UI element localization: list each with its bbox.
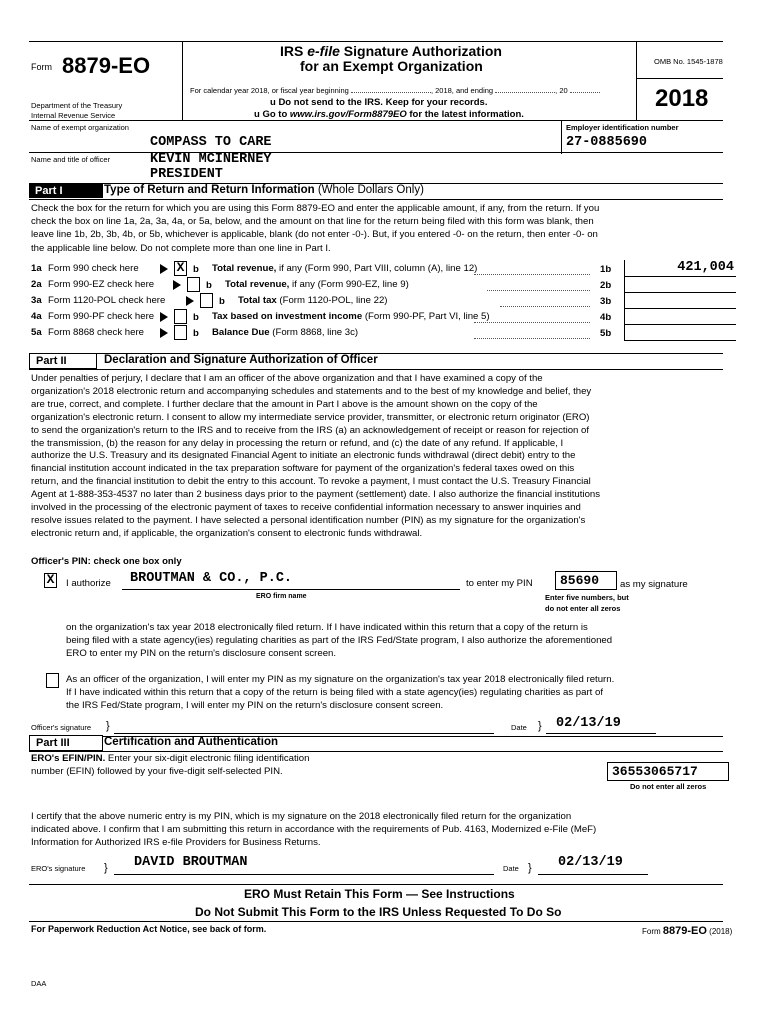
ero-date-line: [538, 874, 648, 875]
amount-divider: [624, 260, 625, 276]
form-title-line1: [280, 43, 502, 59]
footer-form-prefix: Form: [642, 927, 661, 936]
goto-url[interactable]: www.irs.gov/Form8879EO: [289, 109, 407, 120]
line-desc-rest: if any (Form 990, Part VIII, column (A), line 12): [276, 263, 478, 274]
line-checkbox[interactable]: X: [174, 261, 187, 276]
line-desc-rest: (Form 8868, line 3c): [269, 327, 359, 338]
efin-bold: ERO's EFIN/PIN.: [31, 753, 106, 764]
efin-text1: [31, 753, 309, 764]
ero-firm-label: ERO firm name: [256, 593, 307, 600]
declaration-line: financial institution account indicated in the tax preparation software for payment of the organization's federal taxes owed on this: [31, 463, 575, 475]
part1-label: Part I: [29, 184, 103, 198]
part1-intro-line: check the box on line 1a, 2a, 3a, 4a, or 5a, below, and the amount on that line for the return being filed with this form was blank, then: [31, 216, 594, 228]
line-form-label: Form 1120-POL check here: [48, 295, 166, 306]
do-not-submit: Do Not Submit This Form to the IRS Unless Requested To Do So: [195, 905, 562, 919]
declaration-line: Agent at 1-888-353-4537 no later than 2 business days prior to the payment (settlement) date. I also authorize the financial institutions: [31, 489, 601, 501]
ero-firm-name[interactable]: BROUTMAN & CO., P.C.: [130, 571, 293, 586]
declaration-line: organization's electronic return. I consent to allow my intermediate service provider, transmitter, or electronic return originator (ERO): [31, 411, 590, 423]
declaration-line: are true, correct, and complete. I further declare that the amount in Part I above is the amount shown on the copy of the: [31, 398, 538, 410]
fiscal-begin-blank: [351, 92, 431, 93]
part1-intro-line: the applicable line below. Do not complete more than one line in Part I.: [31, 242, 331, 254]
leader-dots: [474, 274, 590, 275]
part2-title: Declaration and Signature Authorization of Officer: [104, 354, 378, 366]
paperwork-notice: For Paperwork Reduction Act Notice, see back of form.: [31, 924, 267, 934]
line-form-label: Form 990-PF check here: [48, 311, 155, 322]
line-ref: 3b: [600, 296, 612, 307]
authorize-label: I authorize: [66, 578, 111, 589]
efin-not-zeros: Do not enter all zeros: [630, 782, 707, 791]
certify-line: I certify that the above numeric entry is my PIN, which is my signature on the 2018 electronically filed return for the organization: [31, 811, 572, 822]
declaration-line: organization's 2018 electronic return and accompanying schedules and statements and to the best of my knowledge and belief, they: [31, 385, 592, 397]
officer-text-line: the IRS Fed/State program, I will enter my PIN on the return's disclosure consent screen.: [66, 700, 444, 712]
do-not-send: u Do not send to the IRS. Keep for your records.: [270, 97, 488, 108]
goto-pre: u Go to: [254, 109, 290, 120]
line-checkbox[interactable]: [187, 277, 200, 292]
authorize-text: [66, 621, 612, 661]
part3-label: Part III: [29, 735, 103, 751]
tax-year: 2018: [655, 85, 709, 112]
calendar-b: , 2018, and ending: [430, 86, 494, 95]
ero-date-brace: }: [528, 862, 532, 874]
line-description: [225, 279, 409, 290]
header-divider-left: [182, 41, 183, 120]
line-b-label: b: [206, 280, 212, 291]
officer-title[interactable]: PRESIDENT: [150, 167, 223, 182]
officer-sig-line[interactable]: [114, 733, 494, 734]
header-divider-right: [636, 41, 637, 120]
line-b-label: b: [193, 328, 199, 339]
declaration-line: to send the organization's return to the IRS and to receive from the IRS (a) an acknowledgement of receipt or reason for rejection of: [31, 424, 590, 436]
officer-text-line: If I have indicated within this return that a copy of the return is being filed with a state agency(ies) regulating charities as part of: [66, 687, 604, 699]
line-b-label: b: [219, 296, 225, 307]
org-rule: [29, 152, 723, 153]
part1-intro: [31, 202, 599, 255]
arrow-icon: [160, 264, 168, 274]
efin-text2: number (EFIN) followed by your five-digit self-selected PIN.: [31, 766, 283, 777]
amount-divider: [624, 276, 625, 292]
line-ref: 5b: [600, 328, 612, 339]
title-post: Signature Authorization: [339, 43, 502, 59]
line-form-label: Form 990 check here: [48, 263, 139, 274]
title-efile: e-file: [307, 43, 340, 59]
enter-five-numbers: Enter five numbers, but: [545, 593, 629, 602]
part1-intro-line: Check the box for the return for which you are using this Form 8879-EO and enter the applicable amount, if any, from the return. If you: [31, 203, 600, 214]
pin-heading: Officer's PIN: check one box only: [31, 556, 182, 567]
org-name[interactable]: COMPASS TO CARE: [150, 135, 272, 150]
omb-number: OMB No. 1545-1878: [654, 57, 723, 66]
dept-line1: Department of the Treasury: [31, 101, 123, 110]
line-number: 4a: [31, 311, 42, 322]
amount-divider: [624, 324, 625, 340]
arrow-icon: [186, 296, 194, 306]
omb-rule: [636, 78, 723, 79]
line-ref: 1b: [600, 264, 612, 275]
officer-label: Name and title of officer: [31, 155, 111, 164]
declaration-line: authorize the U.S. Treasury and its designated Financial Agent to initiate an electronic funds withdrawal (direct debit) entry to the: [31, 450, 576, 462]
form-title-line2: for an Exempt Organization: [300, 58, 483, 74]
footer-top-rule: [29, 884, 723, 885]
calendar-a: For calendar year 2018, or fiscal year beginning: [190, 86, 349, 95]
line-description: [212, 311, 490, 322]
line-form-label: Form 8868 check here: [48, 327, 144, 338]
officer-pin[interactable]: 85690: [555, 571, 617, 590]
line-number: 1a: [31, 263, 42, 274]
ero-sig-line: [114, 874, 494, 875]
org-name-label: Name of exempt organization: [31, 123, 129, 132]
as-my-signature: as my signature: [620, 579, 688, 590]
amount-underline: [624, 340, 736, 341]
officer-date-line: [546, 733, 656, 734]
certify-line: indicated above. I confirm that I am submitting this return in accordance with the requirements of Pub. 4163, Modernized e-File (MeF): [31, 824, 597, 836]
form-prefix: Form: [31, 62, 52, 72]
ero-sig-label: ERO's signature: [31, 864, 86, 873]
line-number: 5a: [31, 327, 42, 338]
part1-intro-line: leave line 1b, 2b, 3b, 4b, or 5b, whichever is applicable, blank (do not enter -0-). But, if you entered -0- on the return, then enter -0- on: [31, 229, 598, 241]
part1-title-suffix: (Whole Dollars Only): [314, 184, 424, 196]
header-bottom-rule: [29, 120, 723, 121]
amount-divider: [624, 308, 625, 324]
authorize-text-line: being filed with a state agency(ies) regulating charities as part of the IRS Fed/State program, I also authorize the aforementioned: [66, 635, 613, 647]
line-ref: 2b: [600, 280, 612, 291]
line-b-label: b: [193, 264, 199, 275]
leader-dots: [474, 322, 590, 323]
line-desc-rest: if any (Form 990-EZ, line 9): [289, 279, 409, 290]
line-number: 2a: [31, 279, 42, 290]
line-ref: 4b: [600, 312, 612, 323]
title-pre: IRS: [280, 43, 308, 59]
footer-form-ref: [642, 925, 732, 937]
part1-title-text: Type of Return and Return Information: [104, 184, 315, 196]
declaration-line: electronic return and, if applicable, the organization's consent to electronic funds withdrawal.: [31, 527, 423, 539]
officer-sig-brace: }: [106, 720, 110, 732]
do-not-enter-zeros: do not enter all zeros: [545, 604, 621, 613]
line-desc-bold: Total revenue,: [225, 279, 290, 290]
declaration-line: the transmission, (b) the reason for any delay in processing the return or refund, and (c) the date of any refund. If applicable, I: [31, 437, 564, 449]
arrow-icon: [160, 328, 168, 338]
fiscal-end-blank: [495, 92, 555, 93]
ero-date[interactable]: 02/13/19: [558, 855, 623, 870]
line-desc-rest: (Form 990-PF, Part VI, line 5): [362, 311, 490, 322]
amount-underline: [624, 308, 736, 309]
line-desc-bold: Balance Due: [212, 327, 270, 338]
declaration-line: return, and the financial institution to debit the entry to this account. To revoke a payment, I must contact the U.S. Treasury Financial: [31, 476, 591, 488]
officer-text-line: As an officer of the organization, I will enter my PIN as my signature on the organization's tax year 2018 electronically filed return.: [66, 674, 615, 685]
ein-label: Employer identification number: [566, 123, 679, 132]
footer-rule: [29, 921, 723, 922]
ero-efin-pin[interactable]: 36553065717: [607, 762, 729, 781]
efin-text1-rest: Enter your six-digit electronic filing identification: [105, 753, 310, 764]
part3-title: Certification and Authentication: [104, 736, 278, 748]
to-enter-pin: to enter my PIN: [466, 578, 533, 589]
goto-post: for the latest information.: [406, 109, 524, 120]
arrow-icon: [173, 280, 181, 290]
daa-mark: DAA: [31, 979, 47, 988]
leader-dots: [474, 338, 590, 339]
authorize-ero-checkbox[interactable]: X: [44, 573, 57, 588]
dept-line2: Internal Revenue Service: [31, 111, 116, 120]
authorize-text-line: ERO to enter my PIN on the return's disclosure consent screen.: [66, 648, 337, 660]
line-form-label: Form 990-EZ check here: [48, 279, 155, 290]
footer-form-number: 8879-EO: [662, 925, 707, 937]
declaration-line: Under penalties of perjury, I declare that I am an officer of the above organization and that I have examined a copy of the: [31, 373, 543, 384]
certify-text: [31, 810, 596, 850]
ero-signature[interactable]: DAVID BROUTMAN: [134, 855, 248, 870]
line-amount[interactable]: 421,004: [677, 260, 734, 275]
part1-title: [104, 184, 424, 196]
authorize-text-line: on the organization's tax year 2018 electronically filed return. If I have indicated within this return that a copy of the return is: [66, 622, 588, 633]
leader-dots: [500, 306, 590, 307]
line-description: [212, 263, 477, 274]
part2-label: Part II: [29, 353, 97, 369]
ero-sig-brace: }: [104, 862, 108, 874]
calendar-c: , 20: [555, 86, 568, 95]
fiscal-year-blank: [570, 92, 600, 93]
amount-underline: [624, 292, 736, 293]
leader-dots: [487, 290, 590, 291]
officer-name[interactable]: KEVIN MCINERNEY: [150, 152, 272, 167]
ero-date-label: Date: [503, 864, 519, 873]
officer-text: [66, 673, 614, 713]
part2-title-rule: [29, 369, 723, 370]
officer-enter-pin-checkbox[interactable]: [46, 673, 59, 688]
certify-line: Information for Authorized IRS e-file Providers for Business Returns.: [31, 837, 321, 849]
amount-underline: [624, 324, 736, 325]
line-desc-rest: (Form 1120-POL, line 22): [276, 295, 388, 306]
declaration-line: involved in the processing of the electronic payment of taxes to receive confidential information necessary to answer inquiries and: [31, 502, 581, 514]
part3-title-rule: [29, 751, 723, 752]
line-b-label: b: [193, 312, 199, 323]
form-number: 8879-EO: [62, 53, 151, 78]
line-number: 3a: [31, 295, 42, 306]
line-description: [238, 295, 387, 306]
line-desc-bold: Total revenue,: [212, 263, 277, 274]
part2-declaration: [31, 373, 600, 541]
officer-date-brace: }: [538, 720, 542, 732]
goto-line: [254, 109, 524, 120]
calendar-year-line: [190, 86, 600, 95]
ein-value[interactable]: 27-0885690: [566, 135, 648, 150]
officer-sig-label: Officer's signature: [31, 723, 92, 732]
ero-firm-underline: [122, 589, 460, 590]
line-desc-bold: Total tax: [238, 295, 277, 306]
arrow-icon: [160, 312, 168, 322]
ein-divider: [561, 120, 562, 154]
part1-title-rule: [29, 199, 723, 200]
line-checkbox[interactable]: [174, 309, 187, 324]
officer-date[interactable]: 02/13/19: [556, 716, 621, 731]
line-desc-bold: Tax based on investment income: [212, 311, 363, 322]
footer-form-year: (2018): [709, 927, 733, 936]
line-checkbox[interactable]: [174, 325, 187, 340]
ero-must-retain: ERO Must Retain This Form — See Instructions: [244, 887, 515, 901]
top-rule: [29, 41, 723, 42]
officer-date-label: Date: [511, 723, 527, 732]
declaration-line: resolve issues related to the payment. I have selected a personal identification number (PIN) as my signature for the organization's: [31, 514, 586, 526]
amount-divider: [624, 292, 625, 308]
amount-underline: [624, 276, 736, 277]
line-description: [212, 327, 358, 338]
line-checkbox[interactable]: [200, 293, 213, 308]
